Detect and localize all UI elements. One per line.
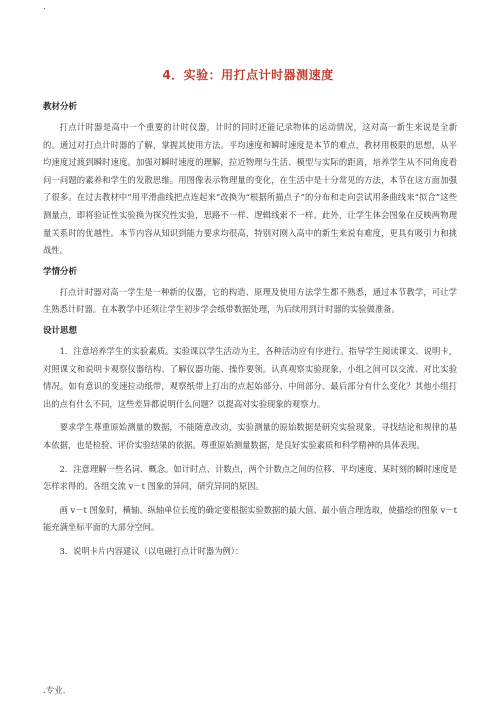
- header-dot: .: [43, 2, 46, 12]
- paragraph: 3．说明卡片内容建议（以电磁打点计时器为例）：: [59, 545, 244, 556]
- section-heading: 设计思想: [43, 325, 78, 336]
- section-heading: 学情分析: [43, 266, 78, 277]
- section-design-idea: [43, 325, 457, 561]
- page-footer: .专业.: [43, 686, 66, 696]
- section-student-analysis: [43, 266, 457, 319]
- paragraph: 要求学生尊重原始测量的数据，不能随意改动，实验测量的原始数据是研究实验现象，寻找结论和规律的基本依据，也是检验、评价实验结果的依据。尊重原始测量数据，是良好实验素质和科学精神的具体表现。: [43, 422, 457, 450]
- paragraph: 画 v－t 图象时，横轴、纵轴单位长度的确定要根据实验数据的最大值、最小值合理选取，使描绘的图象 v－t 能充满坐标平面的大部分空间。: [43, 504, 457, 533]
- section-heading: 教材分析: [43, 102, 78, 112]
- paragraph: 打点计时器是高中一个重要的计时仪器，计时的同时还能记录物体的运动情况，这对高一新生来说是全新的。通过对打点计时器的了解，掌握其使用方法。平均速度和瞬时速度是本节的难点，教材用极限的思想，从平均速度过渡到瞬时速度。加强对瞬时速度的理解，拉近物理与生活、模型与实际的距离，培养学生从不同角度看问一问题的素养和学生的发散思维。用图像表示物理量的变化，在生活中是十分常见的方法，本节在这方面加强了很多。在过去教材中“用平滑曲线把点连起来”改换为“根据所描点子”的分布和走向尝试用条曲线来“拟合”这些测量点，即将验证性实验换为探究性实验，思路不一样、逻辑线索不一样。此外，让学生体会图象在反映两物理量关系时的优越性。本节内容从知识到能力要求均很高，特别对刚入高中的新生来说有难度，更具有吸引力和挑战性。: [43, 122, 457, 256]
- page-title: 4．实验：用打点计时器测速度: [162, 68, 334, 82]
- document-body: [43, 101, 457, 566]
- section-textbook-analysis: [43, 101, 457, 260]
- paragraph: 2．注意理解一些名词、概念。如计时点、计数点，两个计数点之间的位移、平均速度、某时刻的瞬时速度是怎样求得的。各组交流 v－t 图象的异同，研究异同的原因。: [43, 463, 457, 492]
- paragraph: 1．注意培养学生的实验素质。实验课以学生活动为主，各种活动应有序进行。指导学生阅读课文、说明卡，对照课文和说明卡观察仪器结构、了解仪器功能、操作要领。认真观察实验现象，小组之间可以交流、对比实验情况。如有意识的变速拉动纸带，观察纸带上打出的点起始部分、中间部分、最后部分有什么变化？其他小组打出的点有什么不同，这些差异都说明什么问题？以提高对实验现象的观察力。: [43, 345, 457, 409]
- paragraph: 打点计时器对高一学生是一种新的仪器，它的构造、原理及使用方法学生都不熟悉，通过本节教学，可让学生熟悉计时器。在本教学中还须让学生初步学会纸带数据处理，为后续用到计时器的实验做准备。: [43, 286, 457, 315]
